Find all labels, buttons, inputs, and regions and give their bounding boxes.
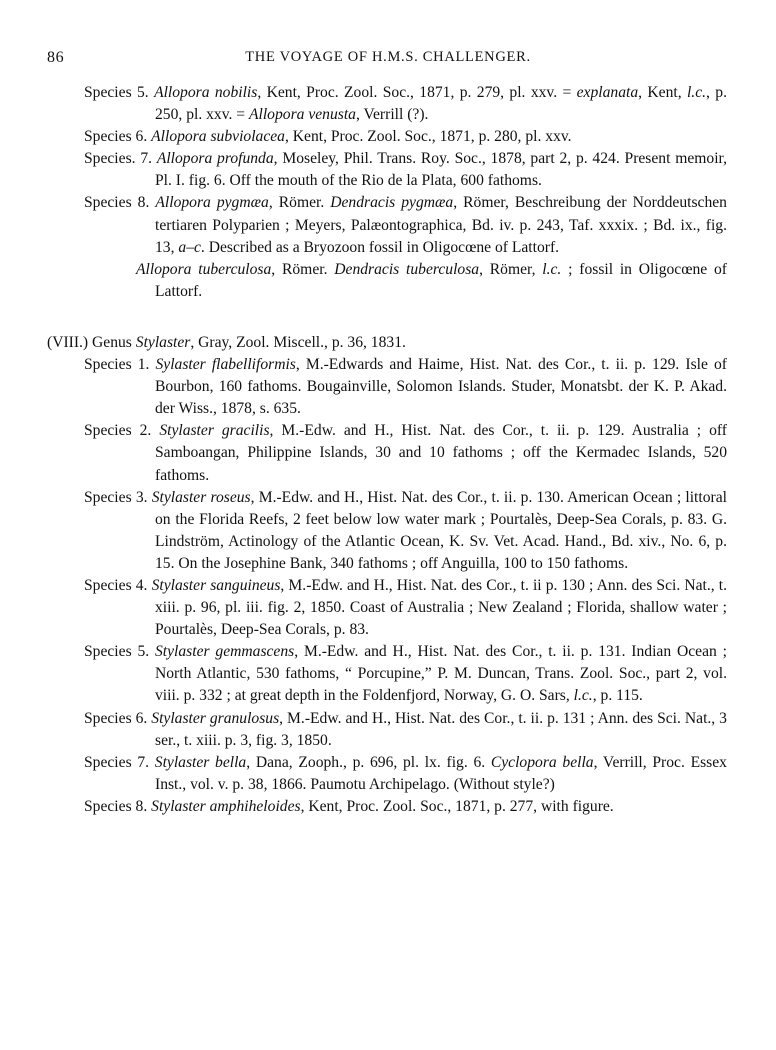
synonym-name: Dendracis pygmæa (330, 194, 454, 212)
species-entry-stylaster-2 (84, 420, 727, 486)
species-label: Species 8. (84, 194, 156, 212)
figure-ref: a–c (178, 238, 201, 256)
species-label: Species 5. (84, 84, 155, 101)
citation-text: . Described as a Bryozoon fossil in Oligocœne of Lattorf. (200, 238, 560, 256)
species-entry-stylaster-4 (84, 575, 727, 641)
species-label: Species 5. (84, 643, 155, 661)
citation-text: , Moseley, Phil. Trans. Roy. Soc., 1878, part 2, p. 424. Present memoir, Pl. I. fig. 6. Off the mouth of the Rio de la Plata, 600 fathoms. (155, 150, 727, 190)
citation-text: ; fossil in Oligocœne of Lattorf. (155, 260, 727, 300)
species-label: Species 7. (84, 753, 155, 771)
citation-text: , Römer. (271, 260, 335, 278)
genus-heading (47, 332, 727, 354)
page-body (0, 82, 776, 818)
citation-text: , M.-Edwards and Haime, Hist. Nat. des Cor., t. ii. p. 129. Isle of Bourbon, 160 fathoms. Bougainville, Solomon Islands. Studer, Monatsbt. der K. P. Akad. der Wiss., 1878, s. 635. (155, 356, 727, 418)
citation-text: , Kent, Proc. Zool. Soc., 1871, p. 279, pl. xxv. = (257, 84, 577, 101)
species-label: Species 1. (84, 356, 156, 374)
species-name: Allopora subviolacea (151, 128, 285, 146)
citation-text: , Dana, Zooph., p. 696, pl. lx. fig. 6. (246, 753, 491, 771)
loc-cit: l.c. (573, 687, 593, 705)
citation-text: , M.-Edw. and H., Hist. Nat. des Cor., t. ii. p. 130. American Ocean ; littoral on the Florida Reefs, 2 feet below low water mark ; Pourtalès, Deep-Sea Corals, p. 83. G. Lindström, Actinology of the Atlantic Ocean, K. Sv. Vet. Acad. Hand., Bd. xiv., No. 6, p. 15. On the Josephine Bank, 340 fathoms ; off Anguilla, 100 to 150 fathoms. (155, 488, 727, 572)
species-label: Species 3. (84, 488, 152, 506)
genus-citation: , Gray, Zool. Miscell., p. 36, 1831. (190, 333, 406, 351)
citation-text: , Kent, (638, 84, 687, 101)
species-name: Stylaster bella (154, 753, 247, 771)
page-header (0, 44, 776, 70)
species-name: Stylaster amphiheloides (151, 797, 301, 815)
species-label: Species 8. (84, 797, 152, 815)
citation-text: , p. 250, pl. xxv. = (155, 84, 727, 124)
synonym-name: explanata (576, 84, 639, 101)
citation-text: , M.-Edw. and H., Hist. Nat. des Cor., t. ii. p. 131 ; Ann. des Sci. Nat., 3 ser., t. xiii. p. 3, fig. 3, 1850. (155, 709, 727, 749)
loc-cit: l.c. (686, 84, 707, 101)
species-name: Allopora profunda (156, 150, 274, 168)
species-label: Species. 7. (84, 150, 157, 168)
citation-text: , Verrill, Proc. Essex Inst., vol. v. p. 38, 1866. Paumotu Archipelago. (Without style?) (155, 753, 727, 793)
citation-text: , M.-Edw. and H., Hist. Nat. des Cor., t. ii. p. 129. Australia ; off Samboangan, Philippine Islands, 30 and 10 fathoms ; off the Kermadec Islands, 520 fathoms. (155, 422, 727, 484)
species-name: Allopora nobilis (154, 84, 258, 101)
citation-text: , M.-Edw. and H., Hist. Nat. des Cor., t. ii. p. 131. Indian Ocean ; North Atlantic, 530 fathoms, “ Porcupine,” P. M. Duncan, Trans. Zool. Soc., part 2, vol. viii. p. 332 ; at great depth in the Foldenfjord, Norway, G. O. Sars, (155, 643, 727, 705)
running-title: THE VOYAGE OF H.M.S. CHALLENGER. (245, 49, 531, 65)
citation-text: , Kent, Proc. Zool. Soc., 1871, p. 280, pl. xxv. (284, 128, 572, 146)
species-entry-stylaster-6 (84, 708, 727, 752)
species-name: Stylaster sanguineus (151, 576, 281, 594)
species-entry-stylaster-7 (84, 752, 727, 796)
synonym-name: Allopora venusta (248, 106, 356, 124)
species-name: Stylaster gemmascens (155, 643, 295, 661)
species-entry-allopora-tuberculosa (136, 259, 727, 303)
species-entry-allopora-6 (84, 126, 727, 148)
species-name: Allopora tuberculosa (136, 260, 272, 278)
citation-text: , p. 115. (592, 687, 643, 705)
citation-text: , Kent, Proc. Zool. Soc., 1871, p. 277, with figure. (300, 797, 614, 815)
species-entry-stylaster-5 (84, 641, 727, 707)
species-entry-stylaster-8 (84, 796, 727, 818)
genus-name: Stylaster (135, 333, 191, 351)
species-label: Species 6. (84, 128, 152, 146)
species-name: Stylaster gracilis (159, 422, 270, 440)
genus-label: (VIII.) Genus (47, 333, 136, 351)
species-name: Stylaster roseus (151, 488, 251, 506)
citation-text: , Römer. (268, 194, 331, 212)
species-entry-stylaster-1 (84, 354, 727, 420)
species-entry-allopora-7 (84, 148, 727, 192)
species-name: Allopora pygmæa (155, 194, 269, 212)
species-entry-allopora-5 (84, 82, 727, 126)
synonym-name: Cyclopora bella (490, 753, 594, 771)
loc-cit: l.c. (542, 260, 562, 278)
citation-text: , M.-Edw. and H., Hist. Nat. des Cor., t. ii p. 130 ; Ann. des Sci. Nat., t. xiii. p. 96, pl. iii. fig. 2, 1850. Coast of Australia ; New Zealand ; Florida, shallow water ; Pourtalès, Deep-Sea Corals, p. 83. (155, 576, 727, 639)
species-label: Species 4. (84, 576, 152, 594)
species-entry-stylaster-3 (84, 487, 727, 575)
species-name: Sylaster flabelliformis (155, 356, 296, 374)
citation-text: , Verrill (?). (355, 106, 429, 124)
citation-text: , Römer, Beschreibung der Norddeutschen tertiaren Polyparien ; Meyers, Palæontographica, Bd. iv. p. 243, Taf. xxxix. ; Bd. ix., fig. 13, (155, 194, 727, 256)
page-number: 86 (47, 49, 65, 66)
synonym-name: Dendracis tuberculosa (334, 260, 480, 278)
species-entry-allopora-8 (84, 192, 727, 258)
species-label: Species 6. (84, 709, 152, 727)
citation-text: , Römer, (479, 260, 543, 278)
species-name: Stylaster granulosus (151, 709, 280, 727)
species-label: Species 2. (84, 422, 160, 440)
